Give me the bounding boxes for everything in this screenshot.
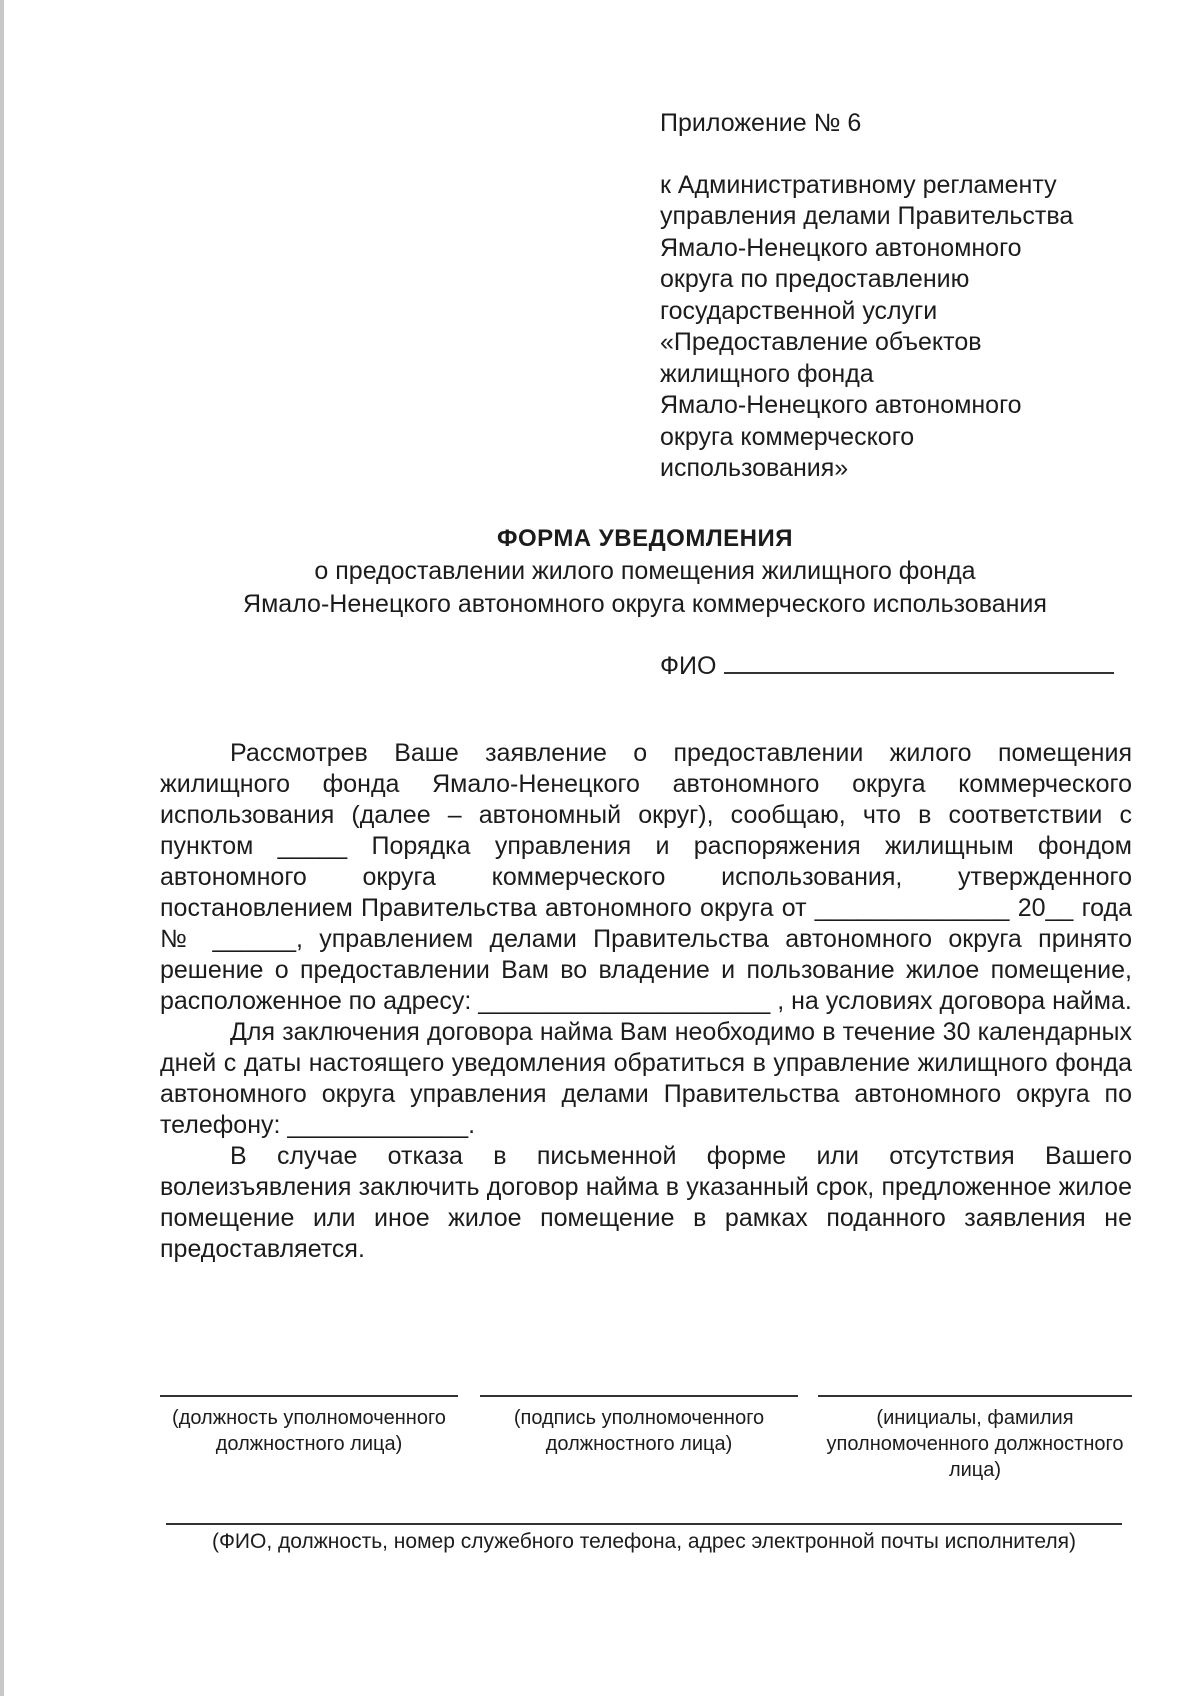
form-subtitle-line-1: о предоставлении жилого помещения жилищного фонда xyxy=(314,557,976,585)
signature-position-caption: (должность уполномоченного должностного лица) xyxy=(160,1395,458,1457)
fio-row xyxy=(660,648,1114,682)
page-edge xyxy=(0,0,4,1696)
notice-paragraph-3: В случае отказа в письменной форме или отсутствия Вашего волеизъявления заключить договор найма в указанный срок, предложенное жилое помещение или иное жилое помещение в рамках поданного заявления не предоставляется. xyxy=(160,1142,1132,1263)
appendix-line: жилищного фонда xyxy=(660,359,874,388)
appendix-block xyxy=(660,108,1140,485)
signature-sign-caption: (подпись уполномоченного должностного лица) xyxy=(480,1395,798,1457)
appendix-line: управления делами Правительства xyxy=(660,202,1074,230)
form-subtitle-line-2: Ямало-Ненецкого автономного округа коммерческого использования xyxy=(243,590,1047,618)
notice-paragraph-2: Для заключения договора найма Вам необходимо в течение 30 календарных дней с даты настоящего уведомления обратиться в управление жилищного фонда автономного округа управления делами Правительства автономного округа по телефону: _____________. xyxy=(160,1018,1132,1139)
appendix-line: к Административному регламенту xyxy=(660,170,1057,199)
form-title: ФОРМА УВЕДОМЛЕНИЯ xyxy=(496,525,794,552)
appendix-title: Приложение № 6 xyxy=(660,109,862,137)
form-heading xyxy=(150,522,1140,621)
appendix-line: государственной услуги xyxy=(660,296,938,325)
signature-block xyxy=(160,1395,1132,1515)
signature-initials-caption: (инициалы, фамилия уполномоченного должностного лица) xyxy=(818,1395,1132,1483)
appendix-line: «Предоставление объектов xyxy=(660,328,982,356)
executor-caption: (ФИО, должность, номер служебного телефона, адрес электронной почты исполнителя) xyxy=(166,1523,1122,1555)
appendix-line: Ямало-Ненецкого автономного xyxy=(660,391,1022,419)
appendix-line: Ямало-Ненецкого автономного xyxy=(660,233,1022,262)
notice-paragraph-1: Рассмотрев Ваше заявление о предоставлении жилого помещения жилищного фонда Ямало-Ненецкого автономного округа коммерческого использования (далее – автономный округ), сообщаю, что в соответствии с пунктом _____ Порядка управления и распоряжения жилищным фондом автономного округа коммерческого использования, утвержденного постановлением Правительства автономного округа от ______________ 20__ года № ______, управлением делами Правительства автономного округа принято решение о предоставлении Вам во владение и пользование жилое помещение, расположенное по адресу: _____________________ , на условиях договора найма. xyxy=(160,739,1132,1015)
notice-body xyxy=(160,738,1132,1265)
fio-label: ФИО xyxy=(660,652,717,680)
appendix-line: использования» xyxy=(660,454,849,482)
appendix-line: округа по предоставлению xyxy=(660,265,970,293)
fio-blank-line xyxy=(724,648,1114,674)
appendix-line: округа коммерческого xyxy=(660,422,915,451)
